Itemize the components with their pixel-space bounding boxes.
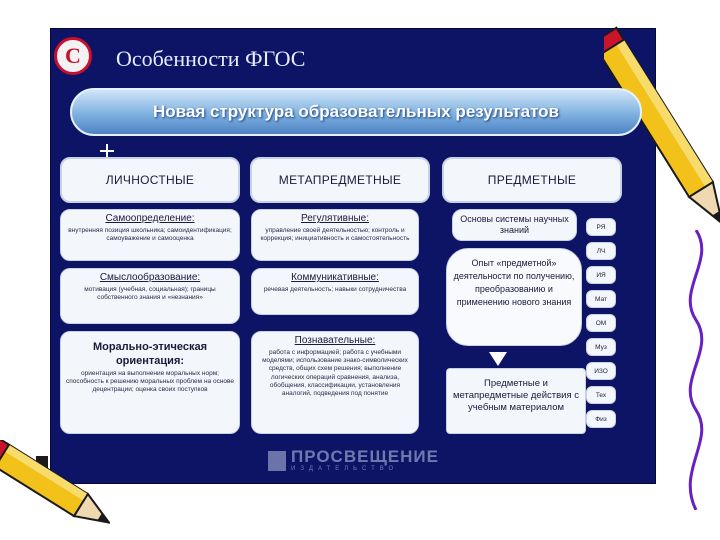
banner-text: Новая структура образовательных результатов bbox=[152, 102, 560, 121]
personal-self-determination bbox=[60, 209, 240, 261]
publisher-watermark bbox=[268, 449, 439, 473]
meta-item-text: управление своей деятельностью; контроль и коррекция; инициативность и самостоятельность bbox=[260, 227, 410, 243]
meta-cognitive bbox=[251, 331, 419, 434]
slide-title: Особенности ФГОС bbox=[116, 46, 306, 71]
subject-actions-text: Предметные и метапредметные действия с учебным материалом bbox=[452, 378, 580, 413]
sparkle-icon bbox=[100, 144, 114, 158]
personal-item-text: внутренняя позиция школьника; самоидентификация; самоуважение и самооценка bbox=[68, 227, 232, 243]
meta-item-title: Познавательные: bbox=[294, 335, 376, 346]
column-header-subject: ПРЕДМЕТНЫЕ bbox=[442, 157, 622, 203]
subject-experience bbox=[446, 248, 582, 346]
publisher-subtitle: ИЗДАТЕЛЬСТВО bbox=[291, 466, 399, 472]
subject-tag: Тех bbox=[586, 386, 616, 404]
personal-moral-orientation bbox=[60, 331, 240, 434]
meta-item-text: работа с информацией; работа с учебными моделями; использование знако-символических средств, общих схем решения; выполнение логических операций сравнения, анализа, обобщения, классификации, установления аналогий, подведения под понятие bbox=[262, 349, 408, 398]
personal-meaning-making bbox=[60, 268, 240, 324]
subject-tag: Мат bbox=[586, 290, 616, 308]
meta-communicative bbox=[251, 268, 419, 315]
personal-item-text: ориентация на выполнение моральных норм; способность к решению моральных проблем на основе децентрации; оценка своих поступков bbox=[65, 370, 235, 394]
subject-basis-text: Основы системы научных знаний bbox=[460, 214, 569, 235]
subject-tag: ЛЧ bbox=[586, 242, 616, 260]
meta-item-text: речевая деятельность; навыки сотрудничества bbox=[263, 286, 407, 293]
personal-item-title: Смыслообразование: bbox=[99, 272, 201, 283]
publisher-mark-icon bbox=[268, 451, 286, 471]
personal-item-text: мотивация (учебная, социальная); границы собственного знания и «незнания» bbox=[84, 286, 216, 302]
down-arrow-icon bbox=[489, 352, 507, 366]
column-header-meta: МЕТАПРЕДМЕТНЫЕ bbox=[250, 157, 430, 203]
subject-tag: РЯ bbox=[586, 218, 616, 236]
subject-tag: Муз bbox=[586, 338, 616, 356]
subject-knowledge-basis bbox=[452, 209, 577, 241]
subject-experience-text: Опыт «предметной» деятельности по получению, преобразованию и применению нового знания bbox=[453, 258, 575, 307]
subject-tag: ИЗО bbox=[586, 362, 616, 380]
meta-item-title: Регулятивные: bbox=[301, 213, 369, 224]
publisher-logo: С bbox=[54, 37, 92, 75]
meta-item-title: Коммуникативные: bbox=[291, 272, 379, 283]
subject-tag: Физ bbox=[586, 410, 616, 428]
banner bbox=[70, 88, 642, 136]
meta-regulatory bbox=[251, 209, 419, 261]
column-header-personal: ЛИЧНОСТНЫЕ bbox=[60, 157, 240, 203]
subject-actions bbox=[446, 368, 586, 434]
subject-tag: ИЯ bbox=[586, 266, 616, 284]
personal-item-title: Морально-этическая ориентация: bbox=[92, 341, 208, 367]
wavy-line-decoration bbox=[672, 230, 720, 510]
personal-item-title: Самоопределение: bbox=[105, 213, 195, 224]
publisher-name: ПРОСВЕЩЕНИЕ bbox=[291, 447, 439, 466]
subject-tag: ОМ bbox=[586, 314, 616, 332]
pencil-bottom-left-icon bbox=[0, 440, 110, 540]
